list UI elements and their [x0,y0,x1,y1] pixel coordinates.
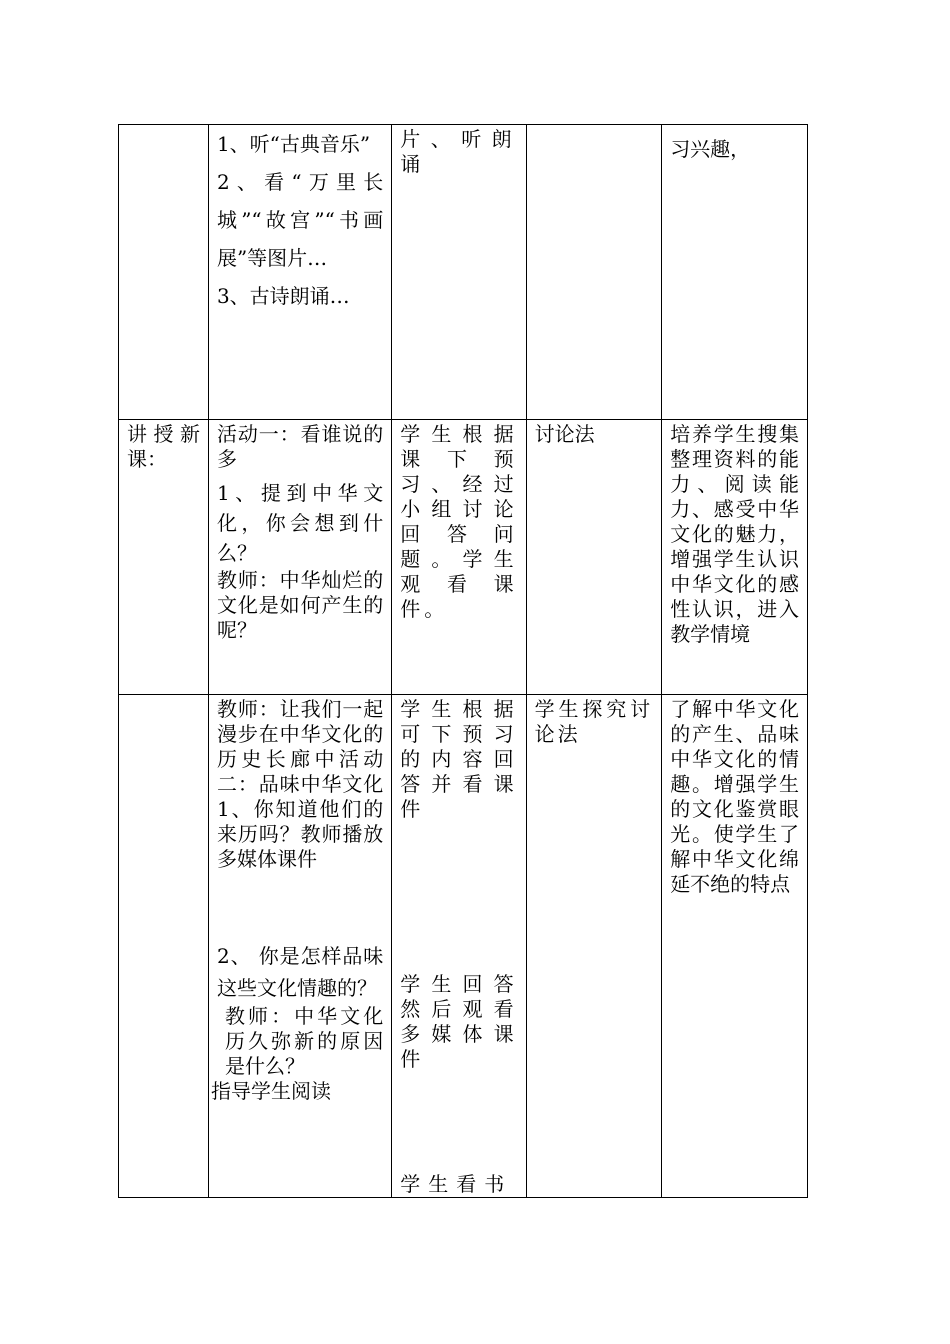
goal-cell [662,125,808,420]
student-text: 学生看书 [400,1172,513,1196]
teacher-activity-cell [208,420,391,695]
student-text: 片、听朗诵 [400,127,518,176]
goal-text: 了解中华文化的产生、品味中华文化的情趣。增强学生的文化鉴赏眼光。使学生了解中华文化绵延不绝的特点 [670,697,799,896]
lesson-plan-table [118,124,808,1198]
teacher-text: 教师：中华文化历久弥新的原因是什么？ [224,1004,384,1078]
student-activity-cell [392,695,526,1198]
teacher-text: 2、看“万里长城”“故宫”“书画展”等图片… [216,170,384,270]
teacher-text: 教师：中华灿烂的文化是如何产生的呢？ [216,568,384,642]
goal-text: 习兴趣， [670,137,751,161]
goal-text: 培养学生搜集整理资料的能力、阅读能力、感受中华文化的魅力，增强学生认识中华文化的感性认识，进入教学情境 [670,422,799,646]
stage-cell [119,420,209,695]
spacer [400,822,517,972]
table-row [119,695,808,1198]
table-row [119,125,808,420]
method-text: 学生探究讨论法 [534,697,654,746]
teacher-text: 教师：让我们一起漫步在中华文化的历史长廊中活动二：品味中华文化 1、你知道他们的来历吗？教师播放多媒体课件 [216,697,384,871]
teacher-text: 活动一：看谁说的多 [216,422,384,471]
student-text: 学生根据课下预习、经过小组讨论回答问题。学生观看课件。 [400,422,518,621]
stage-cell [119,695,209,1198]
teacher-text: 1、提到中华文化，你会想到什么？ [216,481,384,565]
teacher-activity-cell [208,695,391,1198]
student-activity-cell [392,420,526,695]
teacher-activity-cell [208,125,391,420]
stage-cell [119,125,209,420]
table-row [119,420,808,695]
method-cell [526,695,662,1198]
teacher-text: 3、古诗朗诵… [216,284,350,308]
student-text: 学生根据可下预习的内容回答并看课件 [400,697,518,821]
method-cell [526,125,662,420]
teacher-text: 指导学生阅读 [210,1079,331,1103]
goal-cell [662,420,808,695]
stage-text: 讲授新课： [127,422,200,471]
goal-cell [662,695,808,1198]
teacher-text: 2、 你是怎样品味这些文化情趣的？ [216,944,384,1000]
method-text: 讨论法 [534,422,595,446]
student-activity-cell [392,125,526,420]
method-cell [526,420,662,695]
spacer [217,872,383,940]
spacer [400,1072,517,1172]
teacher-text: 1、听“古典音乐” [216,132,371,156]
student-text: 学生回答然后观看多媒体课件 [400,972,518,1071]
